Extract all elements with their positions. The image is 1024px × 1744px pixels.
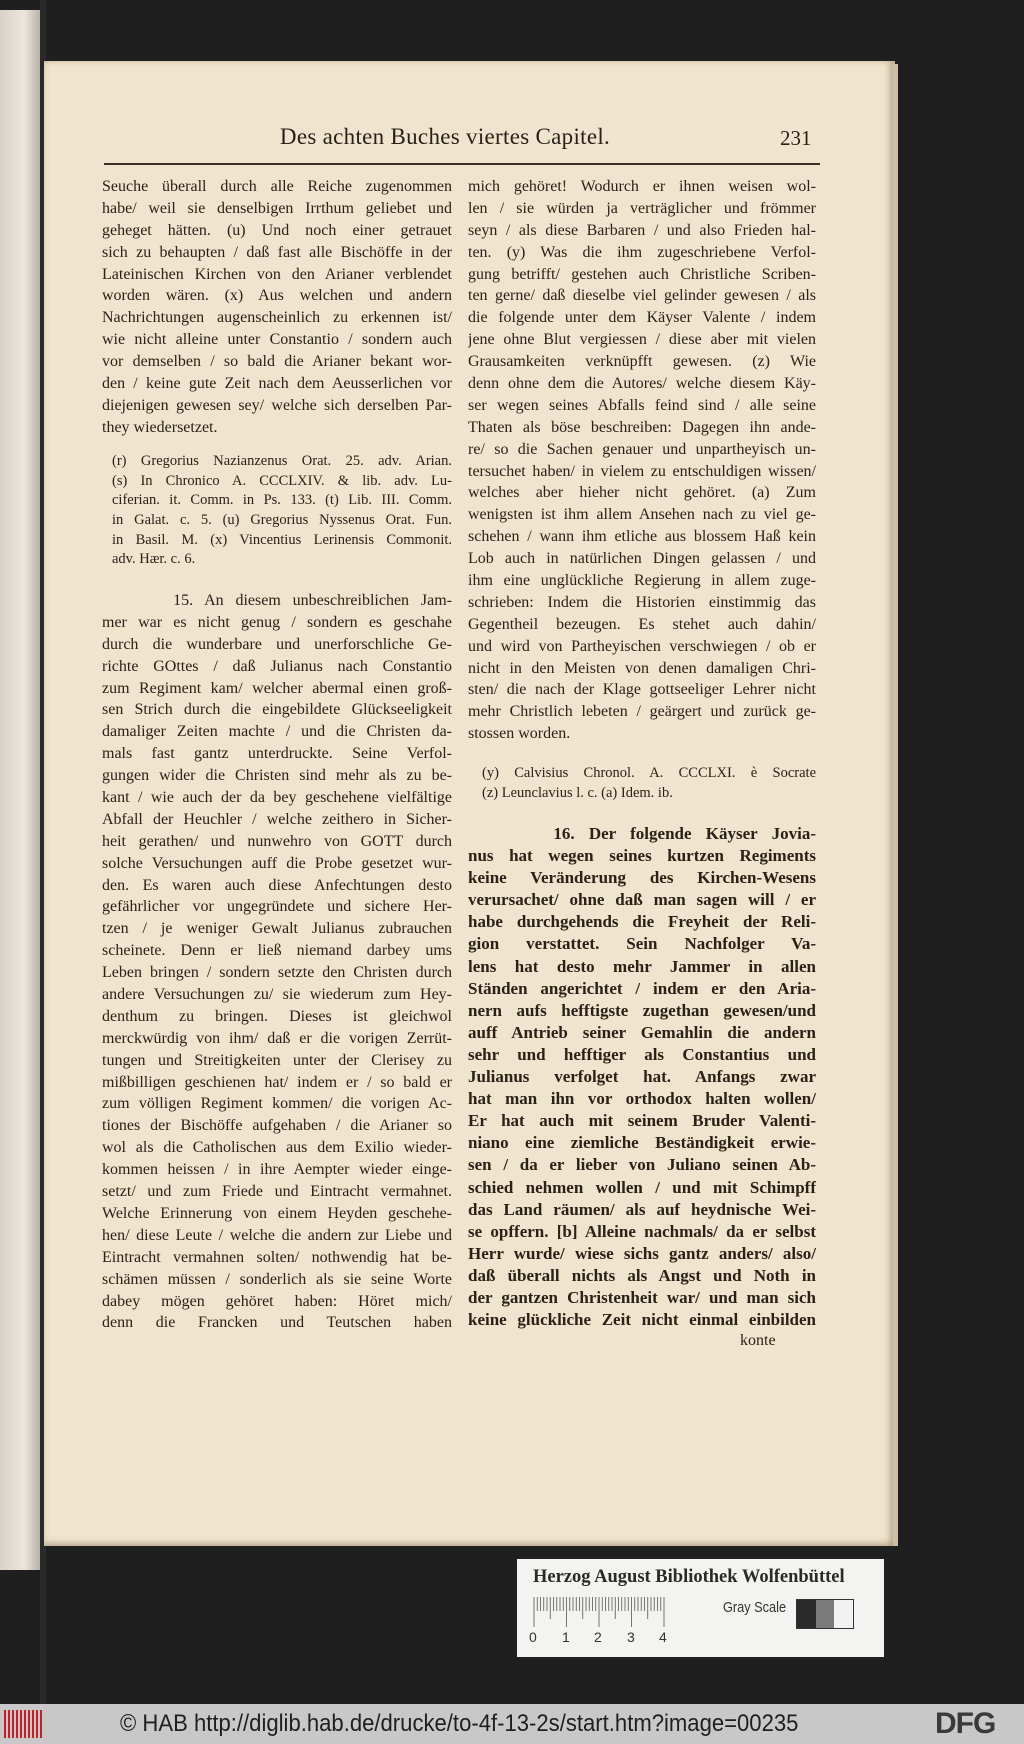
text-line: schied nehmen wollen / und mit Schimpff	[468, 1177, 816, 1197]
text-line: 16. Der folgende Käyser Jovia-	[468, 824, 816, 843]
text-line: kommen heissen / in ihre Aempter wieder einge-	[102, 1161, 452, 1179]
text-line: Thaten als böse beschreiben: Dagegen ihn ande-	[468, 418, 816, 436]
text-line: sten/ die nach der Klage gottseeliger Lehrer nicht	[468, 681, 816, 699]
text-line: ten gerne/ daß dieselbe viel gelinder gewesen / als	[468, 287, 816, 305]
text-line: tungen und Streitigkeiten unter der Clerisey zu	[102, 1051, 452, 1069]
text-line: der gantzen Christenheit war/ und man sich	[468, 1287, 816, 1307]
text-line: adv. Hær. c. 6.	[112, 551, 196, 568]
text-line: in Basil. M. (x) Vincentius Lerinensis Commonit.	[112, 531, 452, 548]
text-line: stossen worden.	[468, 725, 571, 743]
text-line: die folgende unter dem Käyser Valente / indem	[468, 309, 816, 327]
text-line: (r) Gregorius Nazianzenus Orat. 25. adv. Arian.	[112, 453, 452, 469]
text-line: mich gehöret! Wodurch er ihnen weisen wol-	[468, 178, 816, 195]
text-line: gung betrifft/ gestehen auch Christliche Scriben-	[468, 265, 816, 283]
header-rule	[104, 163, 820, 165]
text-line: len / sie würden ja verträglicher und frömmer	[468, 199, 816, 217]
text-line: gungen wider die Christen sind mehr als zu be-	[102, 767, 452, 785]
text-line: zum völligen Regiment kommen/ die vorigen Ac-	[102, 1095, 452, 1113]
text-line: tersuchet haben/ in vielem zu entschuldigen wissen/	[468, 462, 816, 480]
text-line: nicht in den Meisten von denen damaligen Chri-	[468, 659, 816, 677]
text-line: richte GOttes / daß Julianus nach Constantio	[102, 657, 452, 675]
page-edge	[893, 64, 898, 1546]
text-line: solche Versuchungen auff die Probe gesetzet wur-	[102, 854, 452, 872]
text-line: wol als die Catholischen aus dem Exilio wieder-	[102, 1139, 452, 1157]
library-name: Herzog August Bibliothek Wolfenbüttel	[533, 1567, 845, 1587]
running-head: Des achten Buches viertes Capitel.	[279, 124, 611, 149]
left-paragraph-1	[102, 176, 452, 439]
text-line: Herr wurde/ wiese sichs gantz anders/ also/	[468, 1243, 816, 1263]
ruler-number: 3	[627, 1629, 635, 1645]
text-line: se opffern. [b] Alleine nachmals/ da er selbst	[468, 1221, 816, 1241]
text-line: denn die Francken und Teutschen haben	[102, 1314, 452, 1332]
text-line: das Land räumen/ als auf heydnische Wei-	[468, 1199, 816, 1219]
text-line: Er hat auch mit seinem Bruder Valenti-	[468, 1111, 816, 1131]
gray-scale-label: Gray Scale	[723, 1599, 787, 1616]
text-line: denthum zu bringen. Dieses ist gleichwol	[102, 1007, 452, 1025]
gray-scale-swatch	[796, 1599, 854, 1629]
text-line: den. Es waren auch diese Anfechtungen desto	[102, 876, 452, 894]
text-line: mer war es nicht genug / sondern es geschahe	[102, 613, 452, 631]
text-line: (s) In Chronico A. CCCLXIV. & lib. adv. Lu-	[112, 472, 452, 489]
footer-bar	[0, 1704, 1024, 1744]
ruler-number: 2	[594, 1629, 602, 1645]
text-line: (z) Leunclavius l. c. (a) Idem. ib.	[482, 784, 673, 801]
text-line: daß überall nichts als Angst und Noth in	[468, 1265, 816, 1285]
ruler-number: 0	[529, 1629, 537, 1645]
text-line: und wird von Partheyischen verschwiegen / ob er	[468, 637, 816, 655]
text-line: gefährlicher vor ungegründete und sichere Her-	[102, 898, 452, 916]
right-paragraph-1	[468, 176, 816, 745]
text-line: diejenigen gewesen sey/ welche sich derselben Par-	[102, 396, 452, 414]
text-line: gion verstattet. Sein Nachfolger Va-	[468, 934, 816, 954]
text-line: welches aber hieher nicht gehöret. (a) Zum	[468, 484, 816, 502]
text-line: sehr und hefftiger als Constantius und	[468, 1044, 816, 1064]
right-paragraph-2	[468, 823, 816, 1331]
text-line: Julianus verfolget hat. Anfangs zwar	[468, 1067, 816, 1087]
previous-page-edge	[0, 10, 40, 1570]
left-paragraph-2	[102, 590, 452, 1334]
text-line: durch die wunderbare und unerforschliche Ge-	[102, 635, 452, 653]
text-line: Ständen angerichtet / indem er den Aria-	[468, 978, 816, 998]
text-line: (y) Calvisius Chronol. A. CCCLXI. è Socrate	[482, 765, 816, 781]
text-line: keine Veränderung des Kirchen-Wesens	[468, 868, 816, 888]
text-line: re/ so die Sachen genauer und unpartheyisch un-	[468, 440, 816, 458]
text-line: Lob auch in natürlichen Dingen gelassen / und	[468, 550, 816, 568]
text-line: sen / da er lieber von Juliano seinen Ab-	[468, 1155, 816, 1175]
text-line: mehr Christlich lebeten / geärgert und zurück ge-	[468, 703, 816, 721]
text-line: in Galat. c. 5. (u) Gregorius Nyssenus Orat. Fun.	[112, 512, 452, 529]
text-line: verursachet/ ohne daß man sagen will / er	[468, 890, 816, 910]
text-line: Seuche überall durch alle Reiche zugenommen	[102, 178, 452, 195]
text-line: ihm eine unglückliche Regierung in allem zuge-	[468, 572, 816, 590]
text-line: ser wegen seines Abfalls feind sind / alle seine	[468, 396, 816, 414]
text-line: Nachrichtungen augenscheinlich zu erkennen ist/	[102, 309, 452, 327]
ruler-number: 1	[562, 1629, 570, 1645]
text-line: Grausamkeiten verknüpfft gewesen. (z) Wie	[468, 353, 816, 371]
left-footnotes	[112, 452, 452, 570]
text-line: denn ohne dem die Autores/ welche diesem Käy-	[468, 375, 816, 393]
catchword: konte	[740, 1332, 776, 1349]
text-line: dabey mögen gehöret haben: Höret mich/	[102, 1292, 452, 1310]
text-line: Abfall der Heuchler / welche zeithero in Sicher-	[102, 810, 452, 828]
text-line: zum Regiment kam/ welcher abermal einen groß-	[102, 679, 452, 697]
text-line: habe durchgehends die Freyheit der Reli-	[468, 912, 816, 932]
text-line: 15. An diesem unbeschreiblichen Jam-	[102, 592, 452, 609]
ruler-number: 4	[659, 1629, 667, 1645]
text-line: hen/ diese Leute / welche die andern zur Liebe und	[102, 1226, 452, 1244]
text-line: ten. (y) Was die ihm zugeschriebene Verfol-	[468, 243, 816, 261]
text-line: sen Strich durch die eingebildete Glückseeligkeit	[102, 701, 452, 719]
page-number: 231	[780, 126, 812, 150]
text-line: tzen / je weniger Gewalt Julianus zubrauchen	[102, 920, 452, 938]
text-line: Welche Erinnerung von einem Heyden geschehe-	[102, 1204, 452, 1222]
text-line: niano eine ziemliche Beständigkeit erwie-	[468, 1133, 816, 1153]
text-line: schrieben: Indem die Historien einstimmig das	[468, 593, 816, 611]
right-footnotes	[482, 764, 816, 803]
text-line: schehen / wann ihm etliche aus blossem Haß kein	[468, 528, 816, 546]
text-line: nern aufs hefftigste zugethan gewesen/und	[468, 1000, 816, 1020]
text-line: auff Antrieb seiner Gemahlin die andern	[468, 1022, 816, 1042]
text-line: scheinete. Denn er ließ niemand darbey ums	[102, 942, 452, 960]
text-line: geheget hätten. (u) Und noch einer getrauet	[102, 221, 452, 239]
text-line: ciferian. it. Comm. in Ps. 133. (t) Lib. III. Comm.	[112, 492, 452, 509]
text-line: den / keine gute Zeit nach dem Aeusserlichen vor	[102, 375, 452, 393]
text-line: they wiedersetzet.	[102, 418, 218, 436]
text-line: wenigsten ist ihm allem Ansehen nach zu viel ge-	[468, 506, 816, 524]
text-line: worden wären. (x) Aus welchen und andern	[102, 287, 452, 305]
text-line: habe/ weil sie denselbigen Irrthum geliebet und	[102, 199, 452, 217]
dfg-logo: DFG	[935, 1707, 996, 1740]
text-line: Gegentheil bezeugen. Es stehet auch dahin/	[468, 615, 816, 633]
text-line: jene ohne Blut vergiessen / diese aber mit vielen	[468, 331, 816, 349]
text-line: kant / wie auch der da bey geschehene vielfältige	[102, 789, 452, 807]
text-line: andere Versuchungen zu/ sie wiederum zum Hey-	[102, 986, 452, 1004]
ruler	[532, 1597, 712, 1627]
text-line: heit gerathen/ und nunwehro von GOTT durch	[102, 832, 452, 850]
text-line: nus hat wegen seines kurtzen Regiments	[468, 846, 816, 866]
text-line: vor demselben / so bald die Arianer bekant wor-	[102, 353, 452, 371]
text-line: mals fast gantz unterdruckte. Seine Verfol-	[102, 745, 452, 763]
text-line: setzt/ und zum Friede und Eintracht vermahnet.	[102, 1183, 452, 1201]
library-color-card	[517, 1559, 884, 1657]
text-line: schämen müssen / sonderlich als sie seine Worte	[102, 1270, 452, 1288]
text-line: hat man ihn vor orthodox halten wollen/	[468, 1089, 816, 1109]
text-line: wie nicht alleine unter Constantio / sondern auch	[102, 331, 452, 349]
text-line: Eintracht vermahnen solten/ nothwendig hat be-	[102, 1248, 452, 1266]
hab-logo-icon	[4, 1710, 44, 1738]
text-line: seyn / als diese Barbaren / und also Frieden hal-	[468, 221, 816, 239]
text-line: sich zu behaupten / daß fast alle Bischöffe in der	[102, 243, 452, 261]
text-line: merckwürdig von ihm/ daß er die vorigen Zerrüt-	[102, 1029, 452, 1047]
text-line: Lateinischen Kirchen von den Arianer verblendet	[102, 265, 452, 283]
text-line: Leben bringen / sondern setzte den Christen durch	[102, 964, 452, 982]
copyright-url[interactable]: © HAB http://diglib.hab.de/drucke/to-4f-13-2s/start.htm?image=00235	[120, 1710, 799, 1737]
text-line: keine glückliche Zeit nicht einmal einbilden	[468, 1310, 816, 1330]
text-line: tiones der Bischöffe aufgehaben / die Arianer so	[102, 1117, 452, 1135]
text-line: lens hat desto mehr Jammer in allen	[468, 956, 816, 976]
text-line: mißbilligen geschienen hat/ indem er / so bald er	[102, 1073, 452, 1091]
text-line: damaliger Zeiten machte / und die Christen da-	[102, 723, 452, 741]
